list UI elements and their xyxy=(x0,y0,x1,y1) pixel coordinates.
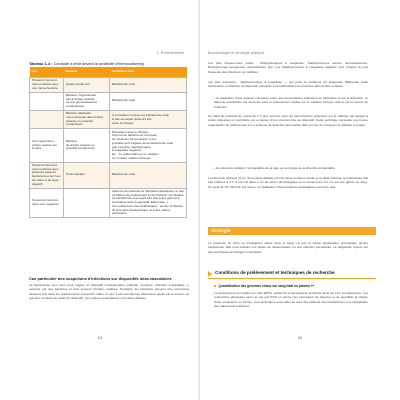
subheading: Cas particulier des suspicions d'infections sur dispositifs intra-vasculaires xyxy=(29,276,172,281)
table-cell: Absence de bactériémie (bactéries classiques) ou des conditions de prélèvement et de transport non idéales La bactériémie peut aussi être due à des germes à croissance lente (Legionella, Bartonella...) Si le patient est sous antibiotiques : penser à l'attente de la fenêtre thérapeutique ou à des milieux particuliers xyxy=(110,188,187,218)
table-title xyxy=(29,61,189,66)
table-cell: Bactérie n'appartenant pas à la flore cutanée ou aux genres/espèces contaminants xyxy=(64,92,110,110)
running-header: Bactériologie et virologie pratique xyxy=(208,51,265,55)
banner-title: Virologie xyxy=(211,228,231,234)
subsection-label: Quantification des génomes viraux sur sang total ou plasma ++ xyxy=(218,284,315,288)
body-paragraph: Le prélèvement est réalisé sur tube EDTA, acheminé à température ambiante dans les 12 h au laboratoire. Les recherches effectuées selon le cas par PCR en temps réel permettent de détecter et de quantifier la charge virale (copies/mL ou UI/mL). Ces techniques sont utiles au suivi des patients immunodéprimés et à l'adaptation des traitements antiviraux. xyxy=(214,291,368,309)
section-heading xyxy=(208,270,376,279)
section-banner xyxy=(208,227,376,235)
table-row xyxy=(30,78,187,93)
table-cell: Discussion avec le clinicien Si la même bactérie est retrouvée sur plusieurs hémocultures, il est probable qu'il s'agisse d'une bactériémie vraie (par exemple, staphylocoque à coagulase négative) Ex. : S. epidermidis sur un cathéter ou un autre matériel étranger xyxy=(110,129,187,162)
subsection-heading xyxy=(214,284,374,288)
table-title-text: Conduite à tenir devant la positivité d'hémoculture(s) xyxy=(52,61,145,66)
table-row xyxy=(30,111,187,129)
table-cell: Toute bactérie xyxy=(64,162,110,188)
table-cell: Bactériémie vraie xyxy=(110,92,187,110)
table-row xyxy=(30,188,187,218)
body-paragraph: Les plus fréquemment isolés : Staphylocoques à coagulase, Staphylococcus aureus, Entérobactéries, Pseudomonas aeruginosa, Acinetobacter spp. Les Staphylocoques à coagulase négative sont l'origine la plus fréquente des infections sur cathéter. xyxy=(208,61,368,74)
table-cell: Plusieurs hémocul- tures positives avec plusieurs espèces bactériennes (et l'une de celles-ci au foyer digestif) xyxy=(30,162,64,188)
table-header-cell: Bactérie xyxy=(64,67,110,78)
table-header-row xyxy=(30,67,187,78)
square-bullet-icon xyxy=(214,285,216,287)
table-cell: Bactériémie vraie xyxy=(110,162,187,188)
table-cell: Une seule hémo- culture positive sur la série xyxy=(30,129,64,162)
body-paragraph: Les plus fréquents : Staphylocoques à coagulase — qui pose le problème du diagnostic différentiel entre colonisation et infection du dispositif, puisqu'ils sont habituellement retrouvés dans la flore cutanée. xyxy=(208,80,368,89)
table-cell xyxy=(30,92,64,110)
table-cell xyxy=(64,188,110,218)
section-heading-label: Conditions de prélèvement et techniques de recherche xyxy=(215,270,335,275)
page-number: 22 xyxy=(297,335,303,340)
table-row xyxy=(30,92,187,110)
table-cell: Toutes les hémocul- tures sont négatives xyxy=(30,188,64,218)
body-paragraph: L'embout du cathéter (5 cm de la partie distale) est mis dans un flacon stérile et le délai d'arrivée au laboratoire doit être inférieur à 2 h. Il est mis dans 1 mL de sérum physiologique et on ensemence 0,1 mL sur une gélose au sang. Un seuil de 10³ UFC/mL est retenu. La réalisation d'hémocultures quantitatives peut être utile. xyxy=(208,176,368,189)
table-cell: Quelle qu'elle soit xyxy=(64,78,110,93)
table-cell: Bactérie de la flore cutanée ou potentiel contaminant xyxy=(64,129,110,162)
right-page xyxy=(200,0,400,400)
table-title-number: Tableau 1-4 : xyxy=(29,61,53,66)
table-header-cell: Conduite à tenir xyxy=(110,67,187,78)
table-cell xyxy=(30,111,64,129)
running-header: 1. Prélèvements xyxy=(156,51,184,55)
body-paragraph: La présence de virus ou d'antigènes viraux dans le sang n'a pas la même signification pronostique qu'une bactériémie. Elle peut traduire une phase de dissémination ou une infection persistante. Le diagnostic repose sur des techniques de biologie moléculaire. xyxy=(208,241,368,254)
list-item: • la réalisation d'une analyse comparée entre des hémocultures prélevées en périphérie et sur le dispositif : le délai de positivation est raccourci pour le prélèvement réalisé sur le cathéter lorsque celui-ci est la source de l'infection. xyxy=(214,96,368,109)
table-row xyxy=(30,162,187,188)
table-cell: Plusieurs hémocul- tures positives avec une même bactérie xyxy=(30,78,64,93)
triangle-arrow-icon xyxy=(208,271,212,277)
body-paragraph: Un délai de positivité de moins de 2 h plus précoce pour les hémocultures prélevées sur le cathéter par rapport à celles prélevées en périphérie est en faveur d'une infection liée au dispositif. Cette technique nécessite une bonne organisation du prélèvement et un système de détection automatisé. Elle permet de conserver le cathéter en place. xyxy=(208,114,368,127)
results-table xyxy=(29,67,187,218)
body-paragraph: La bactériémie peut avoir pour origine un dispositif intravasculaire (cathéter, prothèse, chambre implantable...), colonisé par des bactéries et plus souvent d'origine cutanée. Toutefois, les bactéries peuvent être retrouvées plusieurs fois dans les prélèvements successifs. Dans ce cas, il est essentiel de déterminer quelle est la source, ce qui peut conduire au retrait du dispositif. Les cultures quantitatives sont alors utilisées. xyxy=(29,283,189,301)
list-item: • la culture du cathéter, l'échographie de la loge ou le rinçage de la chambre implantable. xyxy=(214,166,336,170)
page-number: 21 xyxy=(97,335,103,340)
table-row xyxy=(30,129,187,162)
table-cell: Bactérie habituelle- ment retrouvée dans la flore cutanée ou potentiel contaminant xyxy=(64,111,110,129)
table-cell: Bactériémie vraie xyxy=(110,78,187,93)
table-cell: À considérer comme une bactériémie vraie si elle est isolée plusieurs fois selon la clinique xyxy=(110,111,187,129)
table-header-cell: Cas xyxy=(30,67,64,78)
